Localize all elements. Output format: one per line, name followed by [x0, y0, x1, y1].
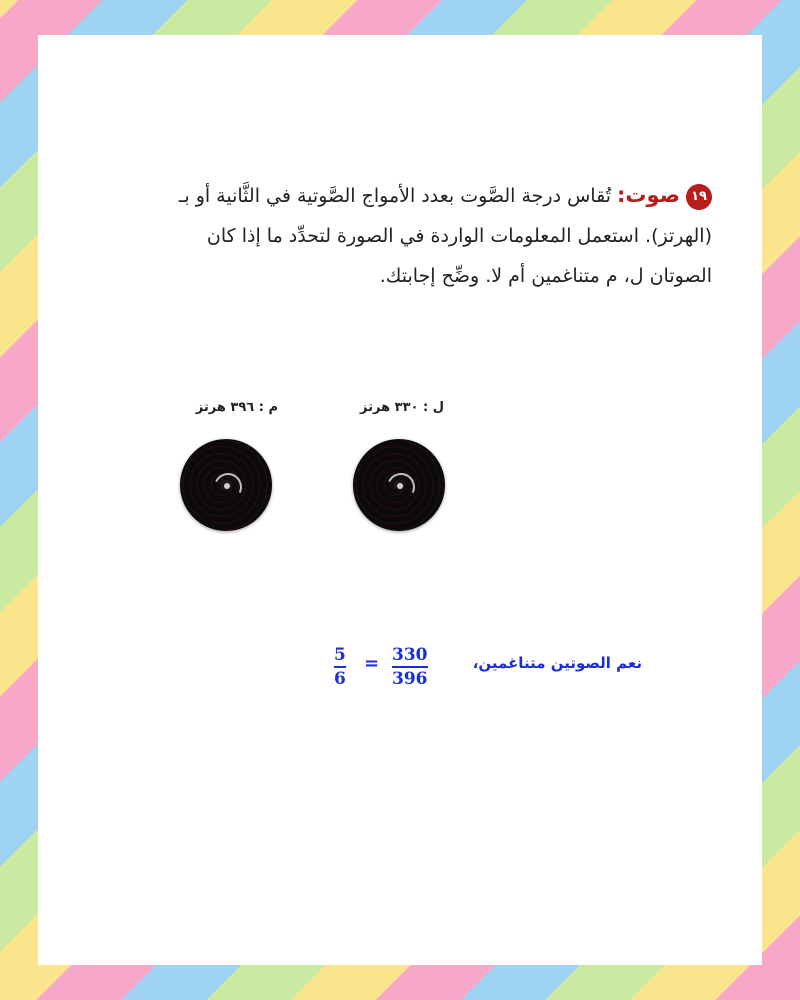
fraction-330-396: [392, 645, 428, 689]
fraction-numerator: 5: [334, 645, 346, 665]
answer-text: نعم الصوتين متناغمين،: [472, 654, 642, 672]
record-disc-icon: [180, 439, 272, 531]
question-keyword: صوت:: [617, 183, 680, 207]
question-text: تُقاس درجة الصَّوت بعدد الأمواج الصَّوتية في الثَّانية أو بـ (الهرتز). استعمل المعلومات الواردة في الصورة لتحدِّد ما إذا كان الصوتان ل، م متناغمين أم لا. وضِّح إجابتك.: [178, 185, 712, 287]
worksheet-card: [38, 35, 762, 965]
equals-sign: =: [364, 653, 380, 674]
question-block: [152, 175, 712, 296]
sound-m-label: م : ٣٩٦ هرتز: [195, 400, 278, 415]
fraction-5-6: [334, 645, 346, 689]
fraction-numerator: 330: [392, 645, 428, 665]
sound-l-label: ل : ٣٣٠ هرتز: [360, 400, 444, 415]
fraction-denominator: 396: [392, 669, 428, 689]
record-disc-icon: [353, 439, 445, 531]
fraction-denominator: 6: [334, 669, 346, 689]
answer-block: [330, 645, 650, 689]
question-number-badge: ١٩: [686, 184, 712, 210]
